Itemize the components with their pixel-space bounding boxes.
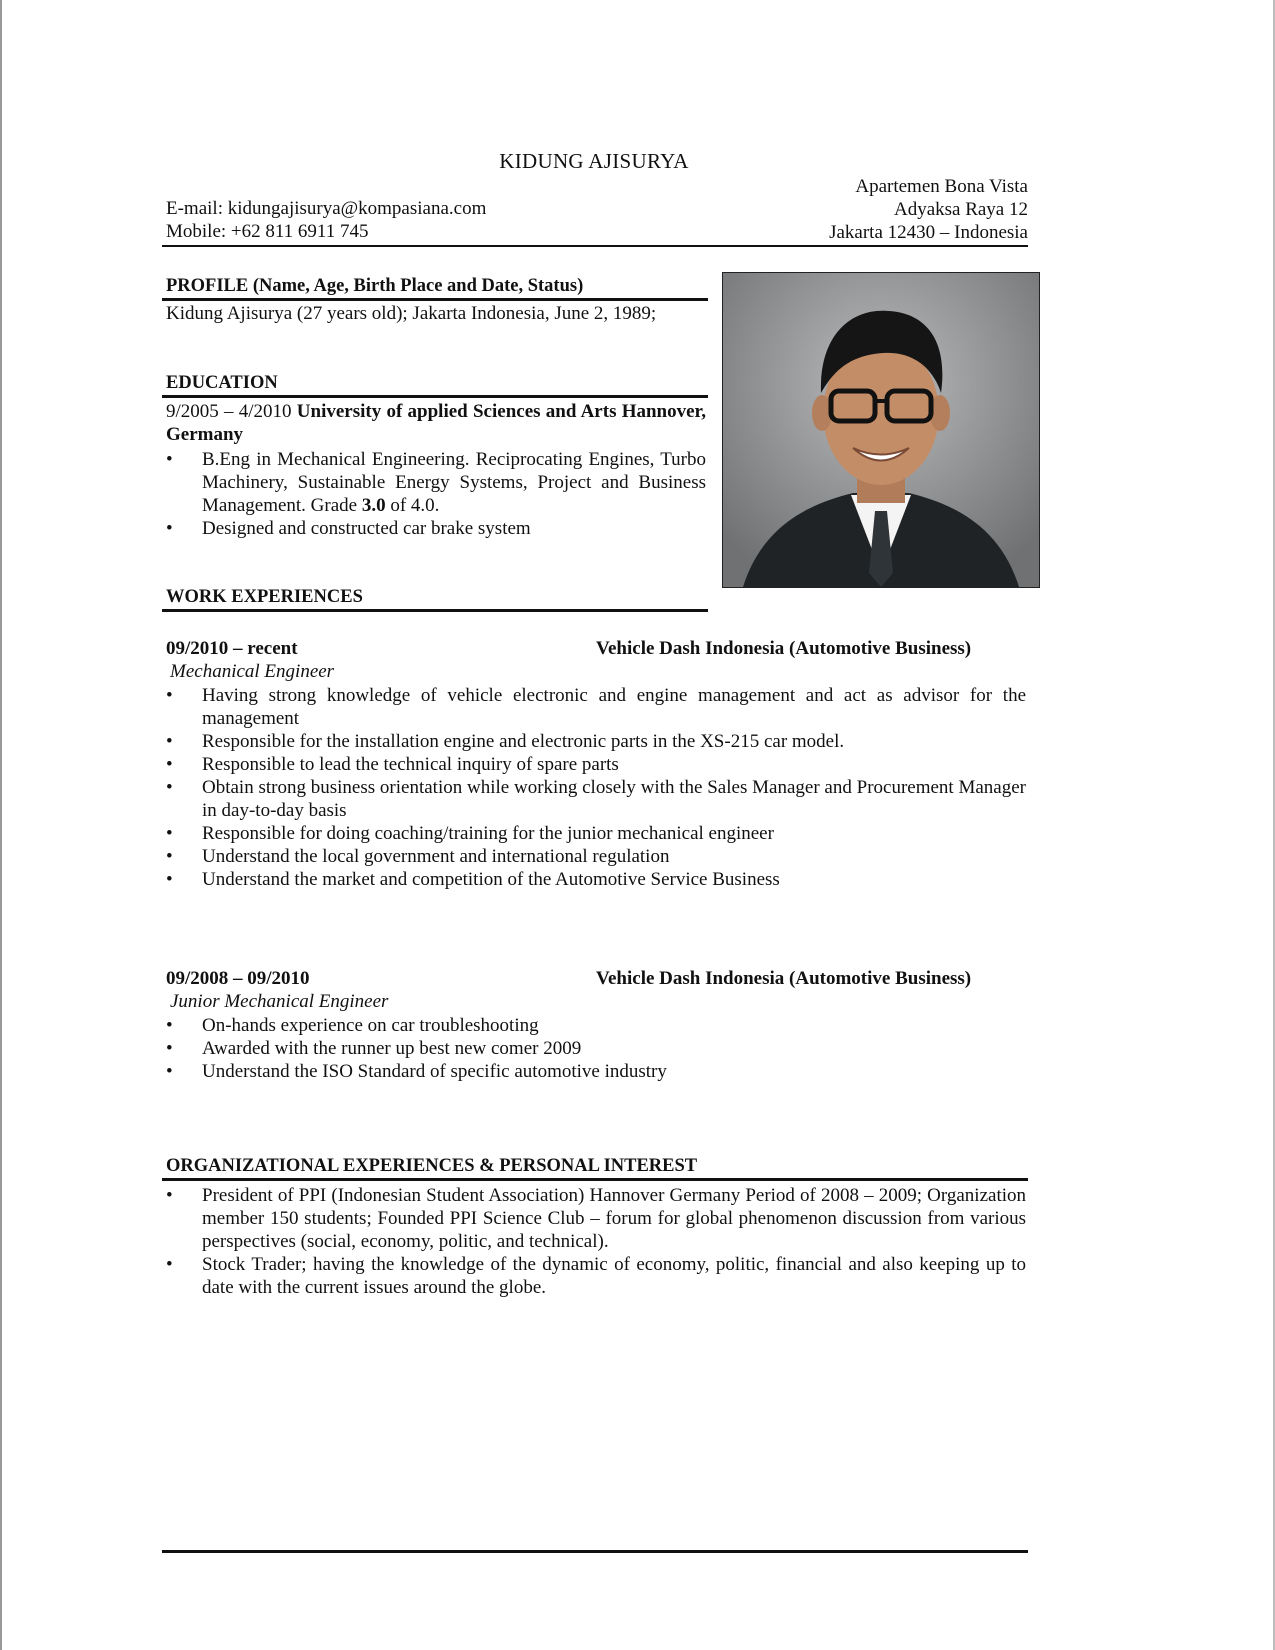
page-edge-left (0, 0, 2, 1650)
list-item: • Understand the local government and international regulation (166, 845, 1026, 868)
list-item: • Awarded with the runner up best new comer 2009 (166, 1037, 1026, 1060)
profile-heading: PROFILE (Name, Age, Birth Place and Date, Status) (166, 276, 584, 296)
list-item (166, 448, 706, 517)
profile-photo (722, 272, 1040, 588)
mobile-line: Mobile: +62 811 6911 745 (166, 221, 369, 242)
organization-rule (162, 1178, 1028, 1181)
job-bullets (166, 1014, 1026, 1083)
organization-heading: ORGANIZATIONAL EXPERIENCES & PERSONAL INTEREST (166, 1156, 698, 1176)
education-heading: EDUCATION (166, 373, 278, 393)
degree-text: B.Eng in Mechanical Engineering. Reciprocating Engines, Turbo Machinery, Sustainable Energy Systems, Project and Business Management. Grade (202, 449, 706, 516)
address-line: Adyaksa Raya 12 (893, 199, 1028, 220)
job-company: Vehicle Dash Indonesia (Automotive Business) (596, 968, 972, 989)
footer-rule (162, 1550, 1028, 1553)
address-line: Apartemen Bona Vista (855, 176, 1028, 197)
list-item: • Understand the market and competition of the Automotive Service Business (166, 868, 1026, 891)
job-role: Junior Mechanical Engineer (170, 991, 389, 1012)
list-item: • Stock Trader; having the knowledge of the dynamic of economy, politic, financial and also keeping up to date with the current issues around the globe. (166, 1253, 1026, 1299)
work-heading: WORK EXPERIENCES (166, 587, 363, 607)
contact-block (166, 197, 486, 243)
work-rule (162, 609, 708, 612)
job-header (166, 637, 1036, 660)
grade-value: 3.0 (361, 495, 386, 516)
education-bullets (166, 448, 706, 540)
job-company: Vehicle Dash Indonesia (Automotive Business) (596, 638, 972, 659)
header-divider (162, 245, 1028, 247)
list-item: • Understand the ISO Standard of specific automotive industry (166, 1060, 1026, 1083)
address-line: Jakarta 12430 – Indonesia (829, 222, 1028, 243)
list-item: • On-hands experience on car troubleshooting (166, 1014, 1026, 1037)
list-item: • Responsible to lead the technical inquiry of spare parts (166, 753, 1026, 776)
list-item: • Designed and constructed car brake system (166, 517, 706, 540)
list-item: • Responsible for the installation engine and electronic parts in the XS-215 car model. (166, 730, 1026, 753)
list-item: • Responsible for doing coaching/training for the junior mechanical engineer (166, 822, 1026, 845)
job-header (166, 967, 1036, 990)
education-rule (162, 395, 708, 398)
email-line: E-mail: kidungajisurya@kompasiana.com (166, 198, 487, 219)
list-item: • Having strong knowledge of vehicle electronic and engine management and act as advisor for the management (166, 684, 1026, 730)
list-item: • President of PPI (Indonesian Student Association) Hannover Germany Period of 2008 – 2009; Organization member 150 students; Founded PPI Science Club – forum for global phenomenon discussion from various perspectives (social, economy, politic, and technical). (166, 1184, 1026, 1253)
resume-name: KIDUNG AJISURYA (499, 149, 689, 173)
grade-suffix: of 4.0. (390, 495, 440, 516)
education-institution: University of applied Sciences and Arts Hannover, Germany (166, 401, 706, 445)
list-item: • Obtain strong business orientation while working closely with the Sales Manager and Procurement Manager in day-to-day basis (166, 776, 1026, 822)
profile-text: Kidung Ajisurya (27 years old); Jakarta Indonesia, June 2, 1989; (166, 303, 657, 324)
job-role: Mechanical Engineer (170, 661, 335, 682)
job-dates: 09/2008 – 09/2010 (166, 968, 310, 989)
profile-rule (162, 298, 708, 301)
organization-bullets (166, 1184, 1026, 1299)
education-dates: 9/2005 – 4/2010 (166, 401, 292, 422)
job-dates: 09/2010 – recent (166, 638, 298, 659)
address-block (829, 175, 1028, 244)
job-bullets (166, 684, 1026, 891)
education-entry (166, 400, 706, 446)
